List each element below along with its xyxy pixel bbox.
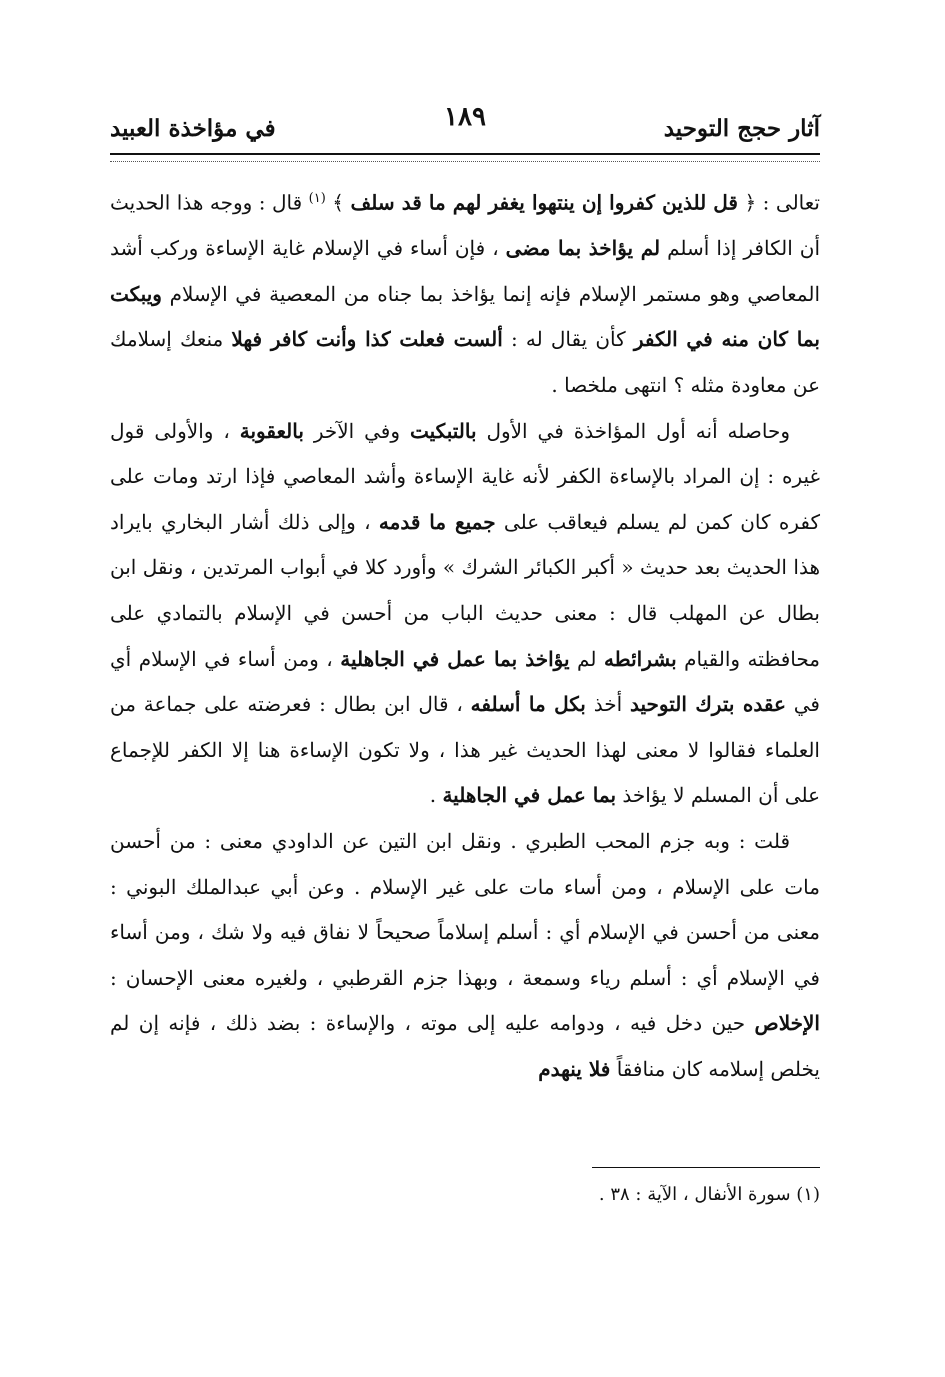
paragraph	[110, 819, 820, 1093]
text-run: ، وإلى ذلك أشار البخاري بايراد هذا الحديث بعد حديث « أكبر الكبائر الشرك » وأورد كلا في أبواب المرتدين ، ونقل ابن بطال عن المهلب قال : معنى حديث الباب من أحسن في الإسلام بالتمادي على محافظته والقيام	[110, 509, 820, 671]
text-run: وحاصله أنه أول المؤاخذة في الأول	[476, 418, 791, 443]
footnote: (١) سورة الأنفال ، الآية : ٣٨ .	[598, 1184, 820, 1205]
running-title-right: آثار حجج التوحيد	[663, 114, 820, 142]
running-title-left: في مؤاخذة العبيد	[110, 114, 276, 142]
text-run: ، قال ابن بطال : فعرضته على جماعة من العلماء فقالوا لا معنى لهذا الحديث غير هذا ، ولا تكون الإساءة هنا إلا الكفر للإجماع على أن المسلم لا يؤاخذ	[110, 692, 820, 808]
text-run: قلت : وبه جزم المحب الطبري . ونقل ابن التين عن الداودي معنى : من أحسن مات على الإسلام ، ومن أساء مات على غير الإسلام . وعن أبي عبدالملك البوني : معنى من أحسن في الإسلام أي : أسلم إسلاماً صحيحاً لا نفاق فيه ولا شك ، ومن أساء في الإسلام أي : أسلم رياء وسمعة ، وبهذا جزم القرطبي ، ولغيره معنى الإحسان :	[110, 828, 820, 990]
text-run: تعالى : ﴿	[737, 190, 820, 215]
emphasis-text: جميع ما قدمه	[378, 509, 496, 534]
emphasis-text: ألست فعلت كذا وأنت كافر فهلا	[231, 327, 503, 352]
emphasis-text: قل للذين كفروا إن ينتهوا يغفر لهم ما قد سلف	[350, 190, 738, 215]
emphasis-text: بشرائطه	[603, 646, 677, 671]
text-run: وفي الآخر	[303, 418, 410, 443]
emphasis-text: لم يؤاخذ بما مضى	[505, 236, 661, 261]
text-run: قال : ووجه هذا الحديث أن الكافر إذا أسلم	[110, 190, 820, 261]
emphasis-text: يؤاخذ بما عمل في الجاهلية	[340, 646, 570, 671]
emphasis-text: الإخلاص	[754, 1011, 820, 1036]
text-run: منعك إسلامك عن معاودة مثله ؟ انتهى ملخصا .	[110, 327, 820, 398]
emphasis-text: عقده بترك التوحيد	[629, 692, 786, 717]
text-run: لم	[569, 646, 604, 671]
main-text	[110, 176, 820, 1093]
text-run: حين دخل فيه ، ودوامه عليه إلى موته ، والإساءة : بضد ذلك ، فإنه إن لم يخلص إسلامه كان منافقاً	[110, 1011, 820, 1081]
emphasis-text: بما عمل في الجاهلية	[442, 783, 617, 808]
footnote-rule	[592, 1167, 820, 1168]
text-run: أخذ	[585, 692, 630, 717]
text-run: ، ومن أساء في الإسلام أي في	[110, 646, 820, 717]
paragraph	[110, 176, 820, 409]
text-run: .	[429, 783, 443, 808]
emphasis-text: بكل ما أسلفه	[470, 692, 586, 717]
page-header	[110, 102, 820, 148]
emphasis-text: ويبكت بما كان منه في الكفر	[110, 281, 820, 352]
text-run: ﴾	[325, 190, 351, 215]
footnote-marker: (١)	[308, 191, 326, 206]
emphasis-text: بالتبكيت	[409, 418, 477, 443]
text-run: ، فإن أساء في الإسلام غاية الإساءة وركب أشد المعاصي وهو مستمر الإسلام فإنه إنما يؤاخذ بما جناه من المعصية في الإسلام	[110, 236, 820, 306]
header-rule	[110, 153, 820, 162]
paragraph	[110, 409, 820, 819]
text-run: كأن يقال له :	[502, 327, 634, 352]
emphasis-text: بالعقوبة	[239, 418, 304, 443]
text-run: ، والأولى قول غيره : إن المراد بالإساءة الكفر لأنه غاية الإساءة وأشد المعاصي فإذا ارتد ومات على كفره كان كمن لم يسلم فيعاقب على	[110, 418, 820, 534]
emphasis-text: فلا ينهدم	[538, 1056, 611, 1081]
page-number: ١٨٩	[444, 102, 486, 132]
